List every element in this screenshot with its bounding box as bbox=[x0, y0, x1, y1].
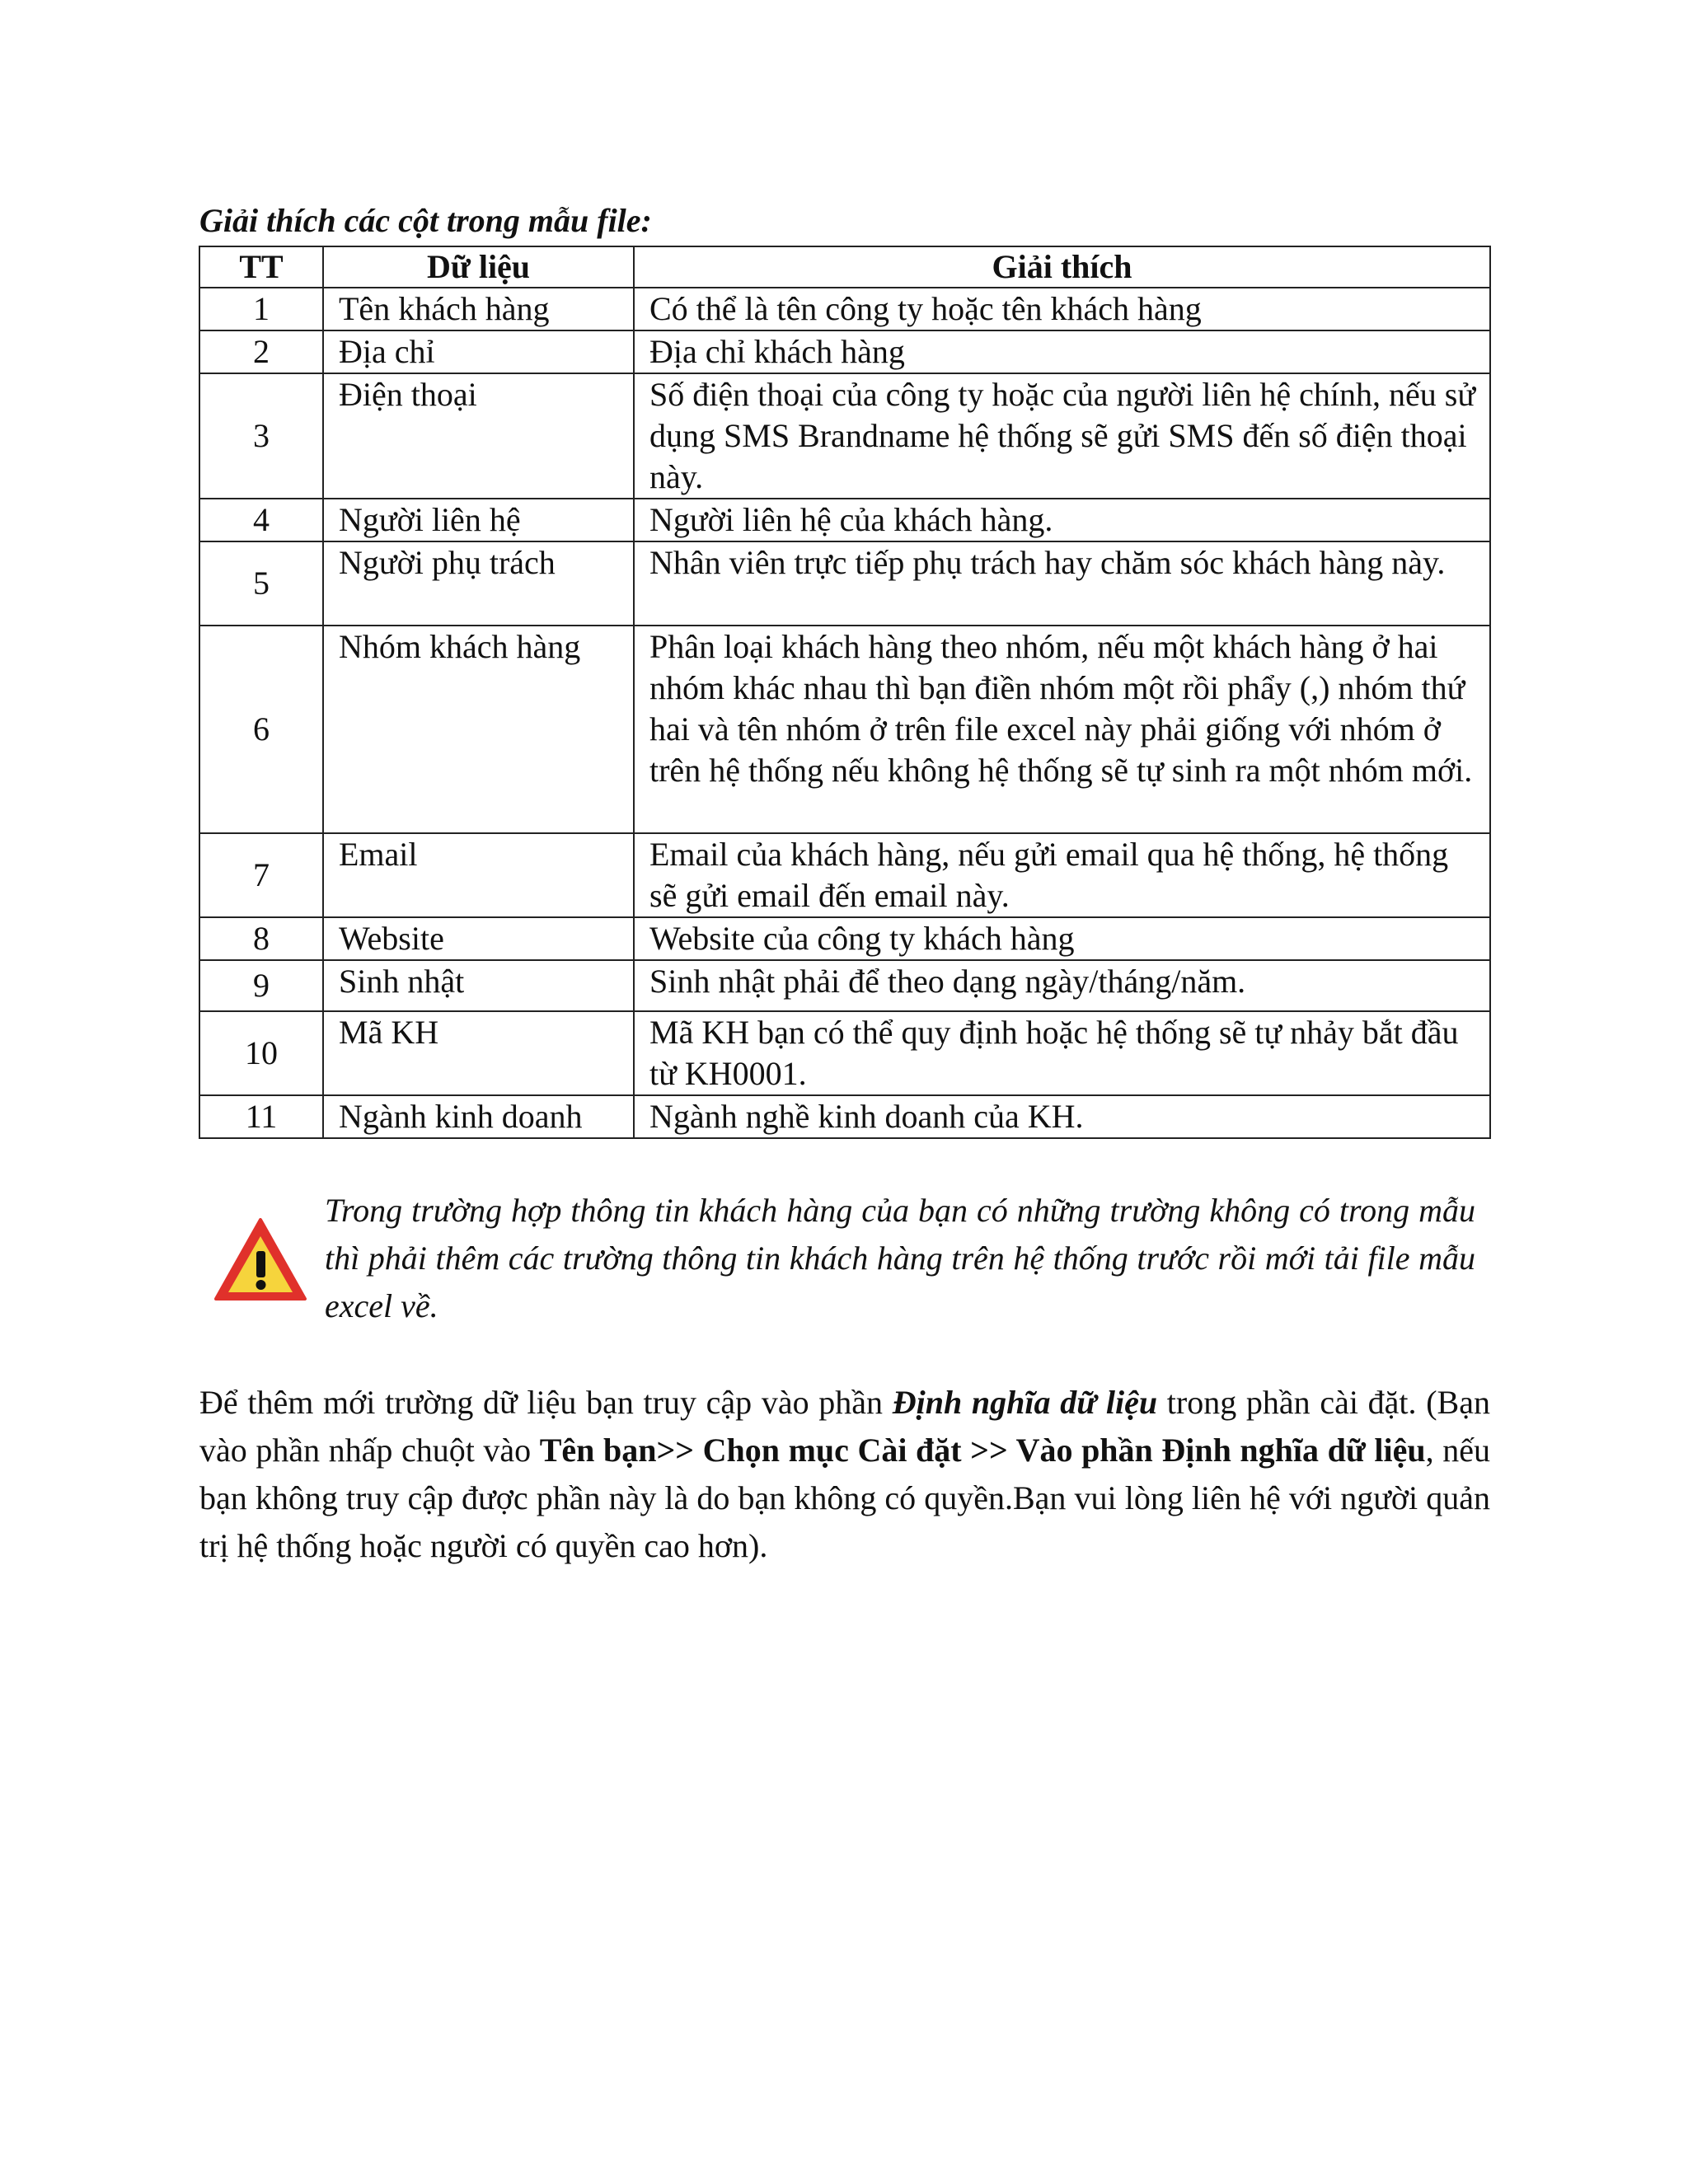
row-description: Mã KH bạn có thể quy định hoặc hệ thống sẽ tự nhảy bắt đầu từ KH0001. bbox=[634, 1011, 1490, 1095]
row-number: 5 bbox=[199, 541, 323, 626]
row-field: Sinh nhật bbox=[323, 960, 634, 1011]
row-field: Nhóm khách hàng bbox=[323, 626, 634, 833]
paragraph-menu-path: Tên bạn>> Chọn mục Cài đặt >> Vào phần Định nghĩa dữ liệu bbox=[539, 1432, 1426, 1469]
table-row bbox=[199, 330, 1490, 373]
row-field: Điện thoại bbox=[323, 373, 634, 499]
row-number: 3 bbox=[199, 373, 323, 499]
table-header-row bbox=[199, 246, 1490, 288]
row-description: Nhân viên trực tiếp phụ trách hay chăm sóc khách hàng này. bbox=[634, 541, 1490, 626]
row-number: 2 bbox=[199, 330, 323, 373]
paragraph-text: trong phần cài đặt. (Bạn vào phần nhấp chuột vào bbox=[199, 1384, 1490, 1469]
row-number: 7 bbox=[199, 833, 323, 917]
row-field: Mã KH bbox=[323, 1011, 634, 1095]
warning-triangle-icon bbox=[213, 1216, 308, 1302]
row-field: Website bbox=[323, 917, 634, 960]
row-number: 6 bbox=[199, 626, 323, 833]
row-description: Người liên hệ của khách hàng. bbox=[634, 499, 1490, 541]
warning-mark-bar bbox=[256, 1251, 265, 1277]
table-row bbox=[199, 1095, 1490, 1138]
row-description: Ngành nghề kinh doanh của KH. bbox=[634, 1095, 1490, 1138]
header-description: Giải thích bbox=[634, 246, 1490, 288]
row-number: 1 bbox=[199, 288, 323, 330]
section-heading: Giải thích các cột trong mẫu file: bbox=[199, 202, 652, 239]
header-field: Dữ liệu bbox=[323, 246, 634, 288]
header-tt: TT bbox=[199, 246, 323, 288]
table-row bbox=[199, 1011, 1490, 1095]
row-number: 4 bbox=[199, 499, 323, 541]
row-field: Ngành kinh doanh bbox=[323, 1095, 634, 1138]
row-description: Sinh nhật phải để theo dạng ngày/tháng/năm. bbox=[634, 960, 1490, 1011]
row-field: Tên khách hàng bbox=[323, 288, 634, 330]
table-row bbox=[199, 960, 1490, 1011]
instruction-paragraph bbox=[199, 1379, 1490, 1570]
table-row bbox=[199, 626, 1490, 833]
paragraph-text: , nếu bạn không truy cập được phần này là do bạn không có quyền.Bạn vui lòng liên hệ với người quản trị hệ thống hoặc người có quyền cao hơn). bbox=[199, 1432, 1490, 1564]
row-description: Có thể là tên công ty hoặc tên khách hàng bbox=[634, 288, 1490, 330]
table-row bbox=[199, 288, 1490, 330]
row-description: Email của khách hàng, nếu gửi email qua hệ thống, hệ thống sẽ gửi email đến email này. bbox=[634, 833, 1490, 917]
warning-note: Trong trường hợp thông tin khách hàng của bạn có những trường không có trong mẫu thì phải thêm các trường thông tin khách hàng trên hệ thống trước rồi mới tải file mẫu excel về. bbox=[325, 1192, 1475, 1324]
table-row bbox=[199, 373, 1490, 499]
paragraph-text: Để thêm mới trường dữ liệu bạn truy cập vào phần bbox=[199, 1384, 893, 1421]
row-number: 11 bbox=[199, 1095, 323, 1138]
warning-mark-dot bbox=[256, 1280, 266, 1290]
row-field: Địa chỉ bbox=[323, 330, 634, 373]
table-row bbox=[199, 499, 1490, 541]
row-description: Số điện thoại của công ty hoặc của người liên hệ chính, nếu sử dụng SMS Brandname hệ thống sẽ gửi SMS đến số điện thoại này. bbox=[634, 373, 1490, 499]
row-number: 8 bbox=[199, 917, 323, 960]
columns-table bbox=[199, 246, 1491, 1139]
paragraph-emphasis: Định nghĩa dữ liệu bbox=[892, 1384, 1158, 1421]
row-number: 10 bbox=[199, 1011, 323, 1095]
table-row bbox=[199, 833, 1490, 917]
row-description: Website của công ty khách hàng bbox=[634, 917, 1490, 960]
row-number: 9 bbox=[199, 960, 323, 1011]
table-row bbox=[199, 541, 1490, 626]
table-row bbox=[199, 917, 1490, 960]
row-field: Email bbox=[323, 833, 634, 917]
row-description: Phân loại khách hàng theo nhóm, nếu một khách hàng ở hai nhóm khác nhau thì bạn điền nhóm một rồi phẩy (,) nhóm thứ hai và tên nhóm ở trên file excel này phải giống với nhóm ở trên hệ thống nếu không hệ thống sẽ tự sinh ra một nhóm mới. bbox=[634, 626, 1490, 833]
row-field: Người phụ trách bbox=[323, 541, 634, 626]
row-field: Người liên hệ bbox=[323, 499, 634, 541]
row-description: Địa chỉ khách hàng bbox=[634, 330, 1490, 373]
